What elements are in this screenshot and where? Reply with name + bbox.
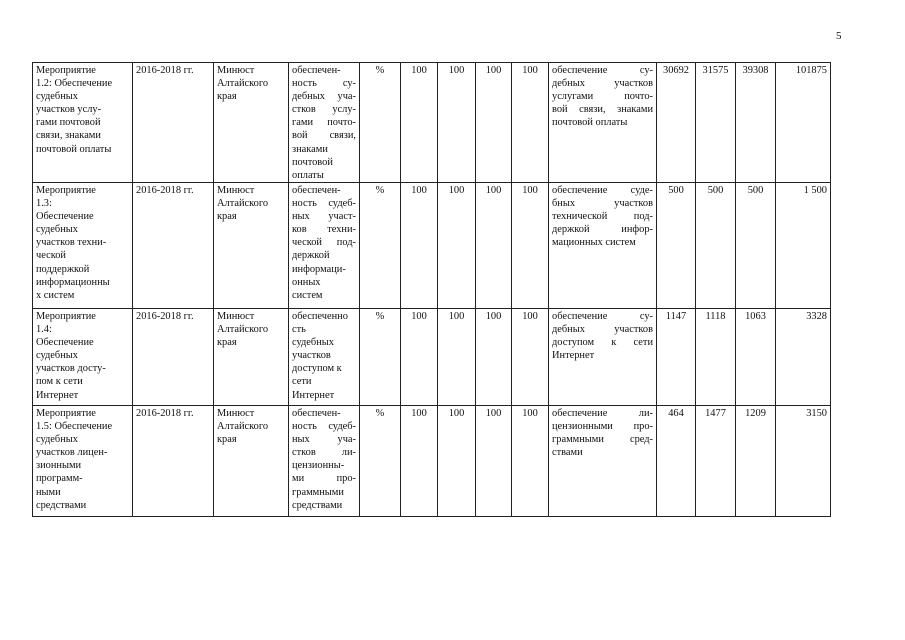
cell-text-line: обеспечение суде- bbox=[552, 185, 653, 196]
indicator-value-cell: 100 bbox=[438, 183, 476, 309]
cell-text-line: Мероприятие bbox=[36, 65, 96, 76]
indicator-value-cell: 100 bbox=[401, 63, 438, 183]
cell-text-line: ствами bbox=[552, 447, 583, 459]
cell-text-line: мационных систем bbox=[552, 237, 636, 249]
cell-text-line: дебных уча- bbox=[292, 91, 356, 103]
cell-text-line: систем bbox=[292, 289, 323, 301]
cell-text-line: дебных участков bbox=[552, 324, 653, 336]
cell-text-line: ческой под- bbox=[292, 237, 356, 249]
cell-text-line: ность судеб- bbox=[292, 198, 356, 210]
indicator-value-cell: 100 bbox=[512, 63, 549, 183]
funding-cell: 30692 bbox=[657, 63, 696, 183]
cell-text-line: обеспечение ли- bbox=[552, 408, 653, 419]
cell-text-line: Интернет bbox=[36, 389, 79, 401]
indicator-value-cell: 100 bbox=[476, 406, 512, 517]
cell-text-line: Алтайского bbox=[217, 78, 269, 90]
cell-text-line: участков лицен- bbox=[36, 447, 108, 459]
executor-cell bbox=[214, 309, 289, 406]
cell-text-line: Интернет bbox=[292, 389, 335, 401]
indicator-cell bbox=[289, 406, 360, 517]
cell-text-line: средствами bbox=[292, 499, 343, 511]
indicator-cell bbox=[289, 309, 360, 406]
cell-text-line: участков услу- bbox=[36, 104, 102, 116]
cell-text-line: 1.3: bbox=[36, 198, 52, 210]
cell-text-line: Алтайского bbox=[217, 324, 269, 336]
period-cell: 2016-2018 гг. bbox=[133, 63, 214, 183]
cell-text-line: гами почто- bbox=[292, 117, 356, 129]
indicator-value-cell: 100 bbox=[438, 63, 476, 183]
funding-cell: 1063 bbox=[736, 309, 776, 406]
funding-cell: 1209 bbox=[736, 406, 776, 517]
result-cell bbox=[549, 309, 657, 406]
cell-text-line: услугами почто- bbox=[552, 91, 653, 103]
cell-text-line: 1.4: bbox=[36, 324, 52, 336]
cell-text-line: ков техни- bbox=[292, 224, 356, 236]
cell-text-line: обеспечение су- bbox=[552, 311, 653, 322]
table-row bbox=[33, 309, 831, 406]
period-cell: 2016-2018 гг. bbox=[133, 406, 214, 517]
cell-text-line: почтовой оплаты bbox=[36, 143, 112, 155]
cell-text-line: вой связи, bbox=[292, 130, 356, 142]
cell-text-line: доступом к сети bbox=[552, 337, 653, 349]
cell-text-line: гами почтовой bbox=[36, 117, 101, 129]
indicator-value-cell: 100 bbox=[476, 183, 512, 309]
cell-text-line: обеспечен- bbox=[292, 185, 341, 196]
cell-text-line: граммными сред- bbox=[552, 434, 653, 446]
funding-cell: 39308 bbox=[736, 63, 776, 183]
funding-cell: 500 bbox=[696, 183, 736, 309]
cell-text-line: 1.2: Обеспечение bbox=[36, 78, 113, 90]
cell-text-line: 1.5: Обеспечение bbox=[36, 421, 113, 433]
cell-text-line: Минюст bbox=[217, 65, 255, 76]
cell-text-line: Минюст bbox=[217, 185, 255, 196]
cell-text-line: края bbox=[217, 434, 237, 446]
funding-cell: 1477 bbox=[696, 406, 736, 517]
table-row bbox=[33, 63, 831, 183]
unit-cell: % bbox=[360, 183, 401, 309]
cell-text-line: края bbox=[217, 211, 237, 223]
executor-cell bbox=[214, 183, 289, 309]
indicator-cell bbox=[289, 183, 360, 309]
cell-text-line: ность су- bbox=[292, 78, 356, 90]
cell-text-line: Алтайского bbox=[217, 421, 269, 433]
cell-text-line: участков досту- bbox=[36, 363, 106, 375]
cell-text-line: участков bbox=[292, 350, 331, 362]
unit-cell: % bbox=[360, 309, 401, 406]
cell-text-line: обеспечен- bbox=[292, 65, 341, 76]
cell-text-line: средствами bbox=[36, 499, 87, 511]
measure-name-cell bbox=[33, 63, 133, 183]
cell-text-line: судебных bbox=[36, 434, 78, 446]
cell-text-line: дебных участков bbox=[552, 78, 653, 90]
cell-text-line: участков техни- bbox=[36, 237, 107, 249]
indicator-value-cell: 100 bbox=[476, 309, 512, 406]
funding-total-cell: 1 500 bbox=[776, 183, 831, 309]
cell-text-line: программ- bbox=[36, 473, 83, 485]
cell-text-line: ными bbox=[36, 486, 61, 498]
funding-total-cell: 101875 bbox=[776, 63, 831, 183]
cell-text-line: технической под- bbox=[552, 211, 653, 223]
cell-text-line: края bbox=[217, 337, 237, 349]
cell-text-line: Мероприятие bbox=[36, 185, 96, 196]
funding-cell: 500 bbox=[736, 183, 776, 309]
cell-text-line: сети bbox=[292, 376, 312, 388]
funding-cell: 31575 bbox=[696, 63, 736, 183]
cell-text-line: информаци- bbox=[292, 263, 346, 275]
cell-text-line: Мероприятие bbox=[36, 408, 96, 419]
cell-text-line: судебных bbox=[292, 337, 334, 349]
measure-name-cell bbox=[33, 309, 133, 406]
cell-text-line: обеспеченно bbox=[292, 311, 348, 322]
period-cell: 2016-2018 гг. bbox=[133, 183, 214, 309]
cell-text-line: Минюст bbox=[217, 408, 255, 419]
indicator-value-cell: 100 bbox=[512, 406, 549, 517]
cell-text-line: пом к сети bbox=[36, 376, 83, 388]
cell-text-line: края bbox=[217, 91, 237, 103]
cell-text-line: оплаты bbox=[292, 169, 324, 181]
indicator-value-cell: 100 bbox=[476, 63, 512, 183]
unit-cell: % bbox=[360, 63, 401, 183]
cell-text-line: стков услу- bbox=[292, 104, 356, 116]
period-cell: 2016-2018 гг. bbox=[133, 309, 214, 406]
unit-cell: % bbox=[360, 406, 401, 517]
indicator-value-cell: 100 bbox=[401, 406, 438, 517]
cell-text-line: Обеспечение bbox=[36, 211, 94, 223]
cell-text-line: обеспечение су- bbox=[552, 65, 653, 76]
cell-text-line: Минюст bbox=[217, 311, 255, 322]
cell-text-line: Интернет bbox=[552, 350, 595, 362]
cell-text-line: бных участков bbox=[552, 198, 653, 210]
table-row bbox=[33, 406, 831, 517]
funding-cell: 500 bbox=[657, 183, 696, 309]
cell-text-line: Мероприятие bbox=[36, 311, 96, 322]
cell-text-line: Алтайского bbox=[217, 198, 269, 210]
cell-text-line: почтовой оплаты bbox=[552, 117, 628, 129]
cell-text-line: обеспечен- bbox=[292, 408, 341, 419]
cell-text-line: держкой bbox=[292, 250, 330, 262]
executor-cell bbox=[214, 406, 289, 517]
cell-text-line: судебных bbox=[36, 350, 78, 362]
cell-text-line: ность судеб- bbox=[292, 421, 356, 433]
cell-text-line: цензионными про- bbox=[552, 421, 653, 433]
cell-text-line: почтовой bbox=[292, 156, 333, 168]
cell-text-line: Обеспечение bbox=[36, 337, 94, 349]
cell-text-line: поддержкой bbox=[36, 263, 90, 275]
cell-text-line: граммными bbox=[292, 486, 344, 498]
cell-text-line: связи, знаками bbox=[36, 130, 101, 142]
cell-text-line: онных bbox=[292, 276, 321, 288]
measures-table bbox=[32, 62, 831, 517]
table-row bbox=[33, 183, 831, 309]
executor-cell bbox=[214, 63, 289, 183]
measure-name-cell bbox=[33, 406, 133, 517]
cell-text-line: зионными bbox=[36, 460, 82, 472]
indicator-value-cell: 100 bbox=[438, 309, 476, 406]
cell-text-line: знаками bbox=[292, 143, 328, 155]
indicator-value-cell: 100 bbox=[401, 309, 438, 406]
result-cell bbox=[549, 63, 657, 183]
cell-text-line: судебных bbox=[36, 91, 78, 103]
funding-total-cell: 3328 bbox=[776, 309, 831, 406]
indicator-value-cell: 100 bbox=[401, 183, 438, 309]
indicator-cell bbox=[289, 63, 360, 183]
cell-text-line: стков ли- bbox=[292, 447, 356, 459]
cell-text-line: судебных bbox=[36, 224, 78, 236]
funding-cell: 464 bbox=[657, 406, 696, 517]
indicator-value-cell: 100 bbox=[438, 406, 476, 517]
cell-text-line: вой связи, знаками bbox=[552, 104, 653, 116]
cell-text-line: держкой инфор- bbox=[552, 224, 653, 236]
indicator-value-cell: 100 bbox=[512, 183, 549, 309]
cell-text-line: х систем bbox=[36, 289, 75, 301]
result-cell bbox=[549, 183, 657, 309]
cell-text-line: цензионны- bbox=[292, 460, 345, 472]
funding-cell: 1147 bbox=[657, 309, 696, 406]
cell-text-line: ных участ- bbox=[292, 211, 356, 223]
cell-text-line: информационны bbox=[36, 276, 110, 288]
cell-text-line: ческой bbox=[36, 250, 66, 262]
cell-text-line: ми про- bbox=[292, 473, 356, 485]
cell-text-line: ных уча- bbox=[292, 434, 356, 446]
cell-text-line: доступом к bbox=[292, 363, 342, 375]
indicator-value-cell: 100 bbox=[512, 309, 549, 406]
funding-cell: 1118 bbox=[696, 309, 736, 406]
funding-total-cell: 3150 bbox=[776, 406, 831, 517]
result-cell bbox=[549, 406, 657, 517]
cell-text-line: сть bbox=[292, 324, 306, 336]
measure-name-cell bbox=[33, 183, 133, 309]
page-number: 5 bbox=[836, 30, 842, 42]
